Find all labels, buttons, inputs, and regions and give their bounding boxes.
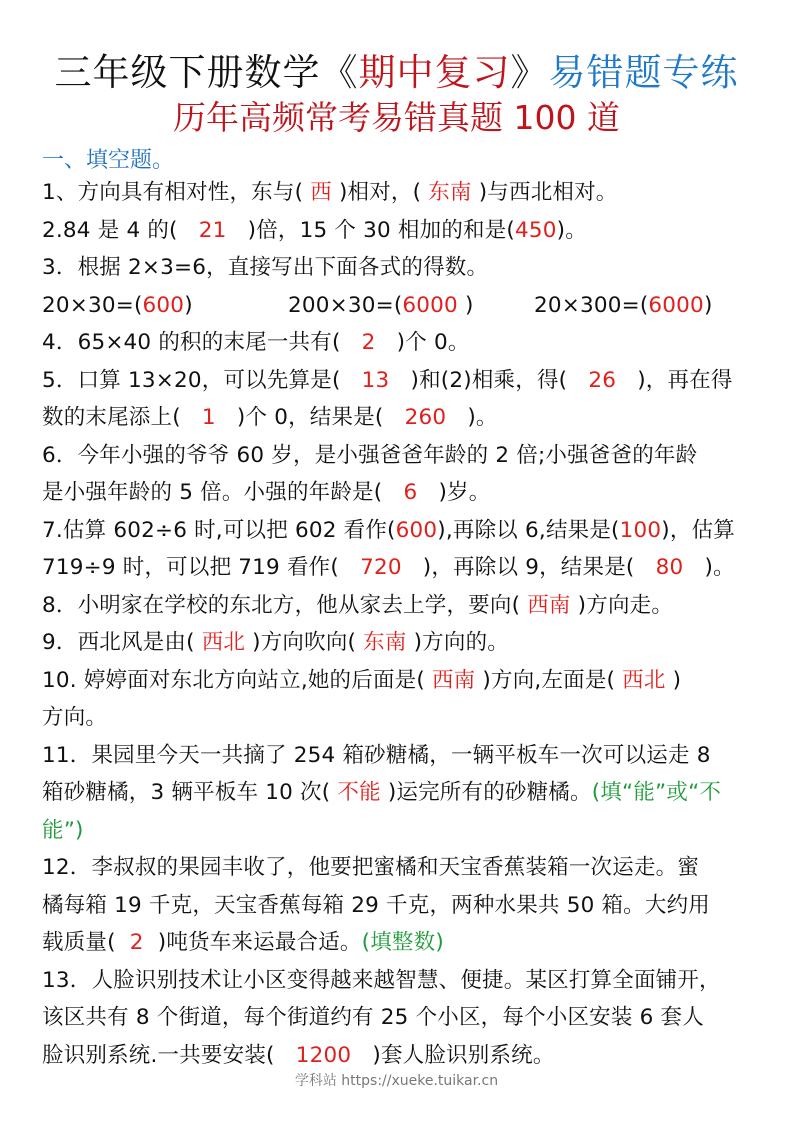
- question-line: [42, 474, 757, 512]
- question-line: [42, 924, 757, 962]
- question-line: [42, 812, 757, 850]
- text-segment: )倍，15 个 30 相加的和是(: [226, 217, 516, 243]
- document-title: [0, 42, 793, 96]
- text-segment: )运完所有的砂糖橘。: [380, 780, 592, 805]
- answer-text: 6000: [402, 292, 458, 318]
- text-segment: )岁。: [417, 480, 491, 505]
- answer-text: 450: [515, 217, 557, 243]
- text-segment: )个 0，结果是(: [215, 405, 405, 430]
- text-segment: 橘每箱 19 千克，天宝香蕉每箱 29 千克，两种水果共 50 箱。大约用: [42, 892, 710, 918]
- question-line: [42, 1037, 757, 1075]
- answer-text: 2: [361, 330, 376, 355]
- text-segment: 20×300=(: [534, 292, 649, 318]
- text-segment: 9．西北风是由(: [42, 630, 202, 655]
- question-line: [42, 699, 757, 737]
- answer-text: 1200: [295, 1042, 352, 1068]
- text-segment: ),再除以 6,结果是(: [437, 517, 620, 543]
- text-segment: ): [184, 292, 193, 318]
- text-segment: 1、方向具有相对性，东与(: [42, 180, 311, 205]
- answer-text: 21: [198, 217, 227, 243]
- answer-text: 西南: [431, 667, 476, 693]
- answer-text: 东南: [363, 630, 407, 655]
- answer-text: 6: [403, 480, 418, 505]
- text-segment: )方向,左面是(: [475, 667, 623, 693]
- question-line: [42, 587, 757, 625]
- text-segment: 2.84 是 4 的(: [42, 217, 199, 243]
- text-segment: 10. 婷婷面对东北方向站立,她的后面是(: [42, 667, 432, 693]
- text-segment: )个 0。: [375, 330, 470, 355]
- hint-text: (填“能”或“不: [591, 780, 722, 805]
- answer-text: 600: [142, 292, 185, 318]
- text-segment: 3．根据 2×3=6，直接写出下面各式的得数。: [42, 255, 489, 280]
- text-segment: )套人脸识别系统。: [351, 1042, 555, 1068]
- text-segment: 11．果园里今天一共摘了 254 箱砂糖橘，一辆平板车一次可以运走 8: [42, 742, 711, 768]
- text-segment: 该区共有 8 个街道，每个街道约有 25 个小区，每个小区安装 6 套人: [42, 1005, 704, 1030]
- answer-text: 600: [395, 517, 438, 543]
- question-line: [42, 662, 757, 700]
- hint-text: 能”): [42, 817, 84, 843]
- question-line: [42, 287, 757, 325]
- text-segment: 8．小明家在学校的东北方，他从家去上学，要向(: [42, 592, 528, 618]
- question-line: [42, 887, 757, 925]
- answer-text: 80: [655, 555, 684, 580]
- text-segment: ): [665, 667, 682, 693]
- text-segment: 载质量(: [42, 930, 130, 955]
- text-segment: 三年级下册数学《: [54, 51, 359, 94]
- text-segment: )方向走。: [570, 592, 674, 618]
- text-segment: 期中复习: [358, 51, 511, 94]
- text-segment: 脸识别系统.一共要安装(: [42, 1042, 296, 1068]
- answer-text: 6000: [648, 292, 704, 318]
- answer-text: 26: [588, 367, 617, 393]
- text-segment: )方向的。: [406, 630, 509, 655]
- text-segment: 200×30=(: [288, 292, 403, 318]
- document-subtitle: 历年高频常考易错真题 100 道: [173, 98, 620, 137]
- question-line: [42, 512, 757, 550]
- text-segment: 箱砂糖橘，3 辆平板车 10 次(: [42, 780, 338, 805]
- text-segment: )。: [683, 555, 735, 580]
- question-line: [42, 624, 757, 662]
- question-line: [42, 212, 757, 250]
- question-line: [42, 737, 757, 775]
- text-segment: ): [703, 292, 713, 318]
- text-segment: )与西北相对。: [471, 180, 618, 205]
- text-segment: )。: [446, 405, 498, 430]
- text-segment: 方向。: [42, 705, 108, 730]
- text-segment: )和(2)相乘，得(: [389, 367, 589, 393]
- answer-text: 西北: [201, 630, 246, 655]
- text-segment: 7.估算 602÷6 时,可以把 602 看作(: [42, 517, 396, 543]
- text-segment: 13．人脸识别技术让小区变得越来越智慧、便捷。某区打算全面铺开，: [42, 967, 721, 993]
- question-list: [42, 174, 757, 1074]
- question-line: [42, 174, 757, 212]
- text-segment: ): [457, 292, 474, 318]
- text-segment: 4．65×40 的积的末尾一共有(: [42, 330, 362, 355]
- text-segment: )，估算: [661, 517, 735, 543]
- answer-text: 100: [619, 517, 662, 543]
- question-line: [42, 849, 757, 887]
- answer-text: 西: [310, 180, 332, 205]
- question-line: [42, 399, 757, 437]
- answer-text: 720: [360, 555, 402, 580]
- text-segment: )，再除以 9，结果是(: [401, 555, 656, 580]
- question-line: [42, 549, 757, 587]
- question-line: [42, 324, 757, 362]
- question-line: [42, 249, 757, 287]
- question-line: [42, 774, 757, 812]
- text-segment: )。: [556, 217, 587, 243]
- footer-watermark: 学科站 https://xueke.tuikar.cn: [294, 1073, 499, 1089]
- answer-text: 1: [201, 405, 216, 430]
- answer-text: 不能: [337, 780, 381, 805]
- text-segment: 12．李叔叔的果园丰收了，他要把蜜橘和天宝香蕉装箱一次运走。蜜: [42, 855, 700, 880]
- section-heading: 一、填空题。: [42, 148, 175, 173]
- answer-text: 260: [404, 405, 447, 430]
- calc-item: [288, 287, 474, 325]
- answer-text: 东南: [428, 180, 472, 205]
- answer-text: 13: [361, 367, 390, 393]
- answer-text: 西南: [527, 592, 571, 618]
- text-segment: )，再在得: [616, 367, 733, 393]
- text-segment: )相对，(: [331, 180, 429, 205]
- text-segment: 》: [510, 51, 549, 94]
- text-segment: 易错题专练: [548, 51, 739, 94]
- question-line: [42, 999, 757, 1037]
- text-segment: )吨货车来运最合适。: [143, 930, 362, 955]
- calc-item: [534, 287, 713, 325]
- text-segment: 是小强年龄的 5 倍。小强的年龄是(: [42, 480, 404, 505]
- question-line: [42, 437, 757, 475]
- text-segment: 数的末尾添上(: [42, 405, 202, 430]
- question-line: [42, 962, 757, 1000]
- hint-text: (填整数): [361, 930, 444, 955]
- text-segment: 6．今年小强的爷爷 60 岁，是小强爸爸年龄的 2 倍;小强爸爸的年龄: [42, 442, 698, 468]
- text-segment: 20×30=(: [42, 292, 143, 318]
- text-segment: )方向吹向(: [245, 630, 364, 655]
- text-segment: 719÷9 时，可以把 719 看作(: [42, 555, 361, 580]
- answer-text: 西北: [622, 667, 666, 693]
- answer-text: 2: [129, 930, 144, 955]
- text-segment: 5．口算 13×20，可以先算是(: [42, 367, 362, 393]
- calc-item: [42, 287, 193, 325]
- question-line: [42, 362, 757, 400]
